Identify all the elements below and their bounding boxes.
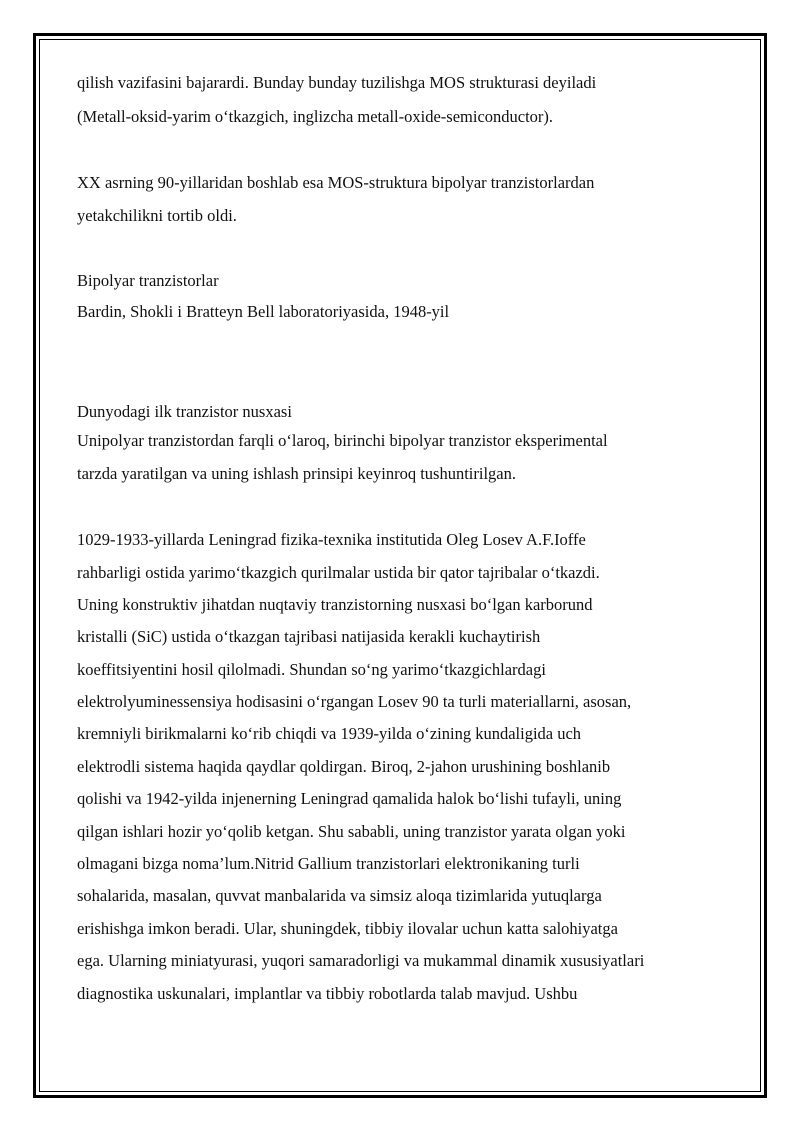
text-line: Dunyodagi ilk tranzistor nusxasi [77,402,292,421]
text-line: yetakchilikni tortib oldi. [77,206,237,225]
text-line: olmagani bizga noma’lum.Nitrid Gallium tranzistorlari elektronikaning turli [77,854,580,873]
text-line: qilish vazifasini bajarardi. Bunday bunday tuzilishga MOS strukturasi deyiladi [77,73,597,92]
text-line: kremniyli birikmalarni koʻrib chiqdi va 1939-yilda oʻzining kundaligida uch [77,724,582,743]
text-line: ega. Ularning miniatyurasi, yuqori samaradorligi va mukammal dinamik xususiyatlari [77,951,645,970]
text-line: qolishi va 1942-yilda injenerning Leningrad qamalida halok boʻlishi tufayli, uning [77,789,622,808]
text-line: kristalli (SiC) ustida oʻtkazgan tajribasi natijasida kerakli kuchaytirish [77,627,541,646]
text-line: qilgan ishlari hozir yoʻqolib ketgan. Shu sababli, uning tranzistor yarata olgan yoki [77,822,626,841]
text-line: (Metall-oksid-yarim oʻtkazgich, inglizcha metall-oxide-semiconductor). [77,107,554,126]
text-line: tarzda yaratilgan va uning ishlash prinsipi keyinroq tushuntirilgan. [77,464,516,483]
text-line: Unipolyar tranzistordan farqli oʻlaroq, birinchi bipolyar tranzistor eksperimental [77,431,608,450]
text-line: diagnostika uskunalari, implantlar va tibbiy robotlarda talab mavjud. Ushbu [77,984,578,1003]
section-heading: Bipolyar tranzistorlar [77,271,219,290]
text-line: rahbarligi ostida yarimoʻtkazgich qurilmalar ustida bir qator tajribalar oʻtkazdi. [77,563,600,582]
text-line: erishishga imkon beradi. Ular, shuningdek, tibbiy ilovalar uchun katta salohiyatga [77,919,618,938]
text-line: koeffitsiyentini hosil qilolmadi. Shundan soʻng yarimoʻtkazgichlardagi [77,660,546,679]
text-line: Uning konstruktiv jihatdan nuqtaviy tranzistorning nusxasi boʻlgan karborund [77,595,593,614]
text-line: Bardin, Shokli i Bratteyn Bell laboratoriyasida, 1948-yil [77,302,450,321]
text-line: sohalarida, masalan, quvvat manbalarida va simsiz aloqa tizimlarida yutuqlarga [77,886,602,905]
text-line: elektrodli sistema haqida qaydlar qoldirgan. Biroq, 2-jahon urushining boshlanib [77,757,611,776]
text-line: XX asrning 90-yillaridan boshlab esa MOS-struktura bipolyar tranzistorlardan [77,173,595,192]
text-line: 1029-1933-yillarda Leningrad fizika-texnika institutida Oleg Losev A.F.Ioffe [77,530,586,549]
text-line: elektrolyuminessensiya hodisasini oʻrgangan Losev 90 ta turli materiallarni, asosan, [77,692,632,711]
